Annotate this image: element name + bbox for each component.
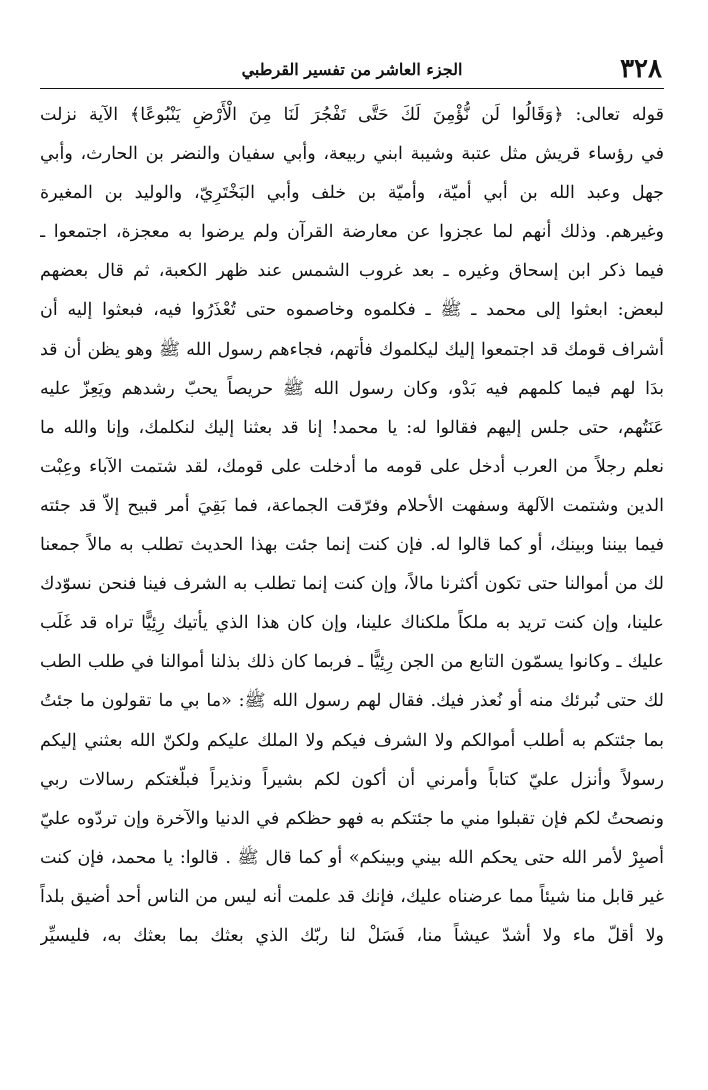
text-line: في رؤساء قريش مثل عتبة وشيبة ابني ربيعة، وأبي سفيان والنضر بن الحارث، وأبي [40,144,664,165]
running-title: الجزء العاشر من تفسير القرطبي [241,60,463,79]
text-line: قوله تعالى: ﴿وَقَالُوا لَن نُّؤْمِنَ لَكَ حَتَّى تَفْجُرَ لَنَا مِنَ الْأَرْضِ يَنْبُوعًا﴾ الآية نزلت [40,105,664,125]
page-number: ٣٢٨ [620,54,662,84]
body-text [40,96,664,956]
text-line: ولا أقلّ ماء ولا أشدّ عيشاً منا، فَسَلْ لنا ربّك الذي بعثك بما بعثك به، فليسيِّر [40,925,664,946]
text-line: فيما بيننا وبينك، أو كما قالوا له. فإن كنت إنما جئت بهذا الحديث تطلب به مالاً جمعنا [40,535,664,556]
page-header [40,52,664,92]
text-line: ونصحتُ لكم فإن تقبلوا مني ما جئتكم به فهو حظكم في الدنيا والآخرة وإن تردّوه عليّ [40,808,664,829]
header-divider [40,88,664,89]
text-line: أصبِرْ لأمر الله حتى يحكم الله بيني وبينكم» أو كما قال ﷺ . قالوا: يا محمد، فإن كنت [40,847,664,868]
text-line: بما جئتكم به أطلب أموالكم ولا الشرف فيكم ولا الملك عليكم ولكنّ الله بعثني إليكم [40,730,664,751]
text-line: لبعض: ابعثوا إلى محمد ـ ﷺ ـ فكلموه وخاصموه حتى تُعْذَرُوا فيه، فبعثوا إليه أن [40,300,664,321]
text-line: فيما ذكر ابن إسحاق وغيره ـ بعد غروب الشمس عند ظهر الكعبة، ثم قال بعضهم [40,261,664,282]
text-line: الدين وشتمت الآلهة وسفهت الأحلام وفرّقت الجماعة، فما بَقِيَ أمر قبيح إلاّ قد جئته [40,495,664,516]
text-line: غير قابل منا شيئاً مما عرضناه عليك، فإنك قد علمت أنه ليس من الناس أحد أضيق بلداً [40,886,664,907]
text-line: نعلم رجلاً من العرب أدخل على قومه ما أدخلت على قومك، لقد شتمت الآباء وعِبْت [40,456,664,477]
text-line: وغيرهم. وذلك أنهم لما عجزوا عن معارضة القرآن ولم يرضوا به معجزة، اجتمعوا ـ [40,222,664,243]
text-line: بدَا لهم فيما كلمهم فيه بَدْو، وكان رسول الله ﷺ حريصاً يحبّ رشدهم ويَعِزّ عليه [40,378,664,399]
text-line: عَنَتُهم، حتى جلس إليهم فقالوا له: يا محمد! إنا قد بعثنا إليك لنكلمك، وإنا والله ما [40,417,664,438]
text-line: عليك ـ وكانوا يسمّون التابع من الجن رِئِيًّا ـ فربما كان ذلك بذلنا أموالنا في طلب الطب [40,652,664,673]
text-line: لك حتى نُبرئك منه أو نُعذر فيك. فقال لهم رسول الله ﷺ: «ما بي ما تقولون ما جئتُ [40,691,664,712]
text-line: أشراف قومك قد اجتمعوا إليك ليكلموك فأتهم، فجاءهم رسول الله ﷺ وهو يظن أن قد [40,339,664,360]
text-line: جهل وعبد الله بن أبي أميّة، وأميّة بن خلف وأبي البَخْتَرِيّ، والوليد بن المغيرة [40,183,664,204]
text-line: رسولاً وأنزل عليّ كتاباً وأمرني أن أكون لكم بشيراً ونذيراً فبلّغتكم رسالات ربي [40,769,664,790]
text-line: لك من أموالنا حتى تكون أكثرنا مالاً، وإن كنت إنما تطلب به الشرف فينا فنحن نسوّدك [40,574,664,595]
text-line: علينا، وإن كنت تريد به ملكاً ملكناك علينا، وإن كان هذا الذي يأتيك رِئِيًّا تراه قد غَلَب [40,613,664,634]
